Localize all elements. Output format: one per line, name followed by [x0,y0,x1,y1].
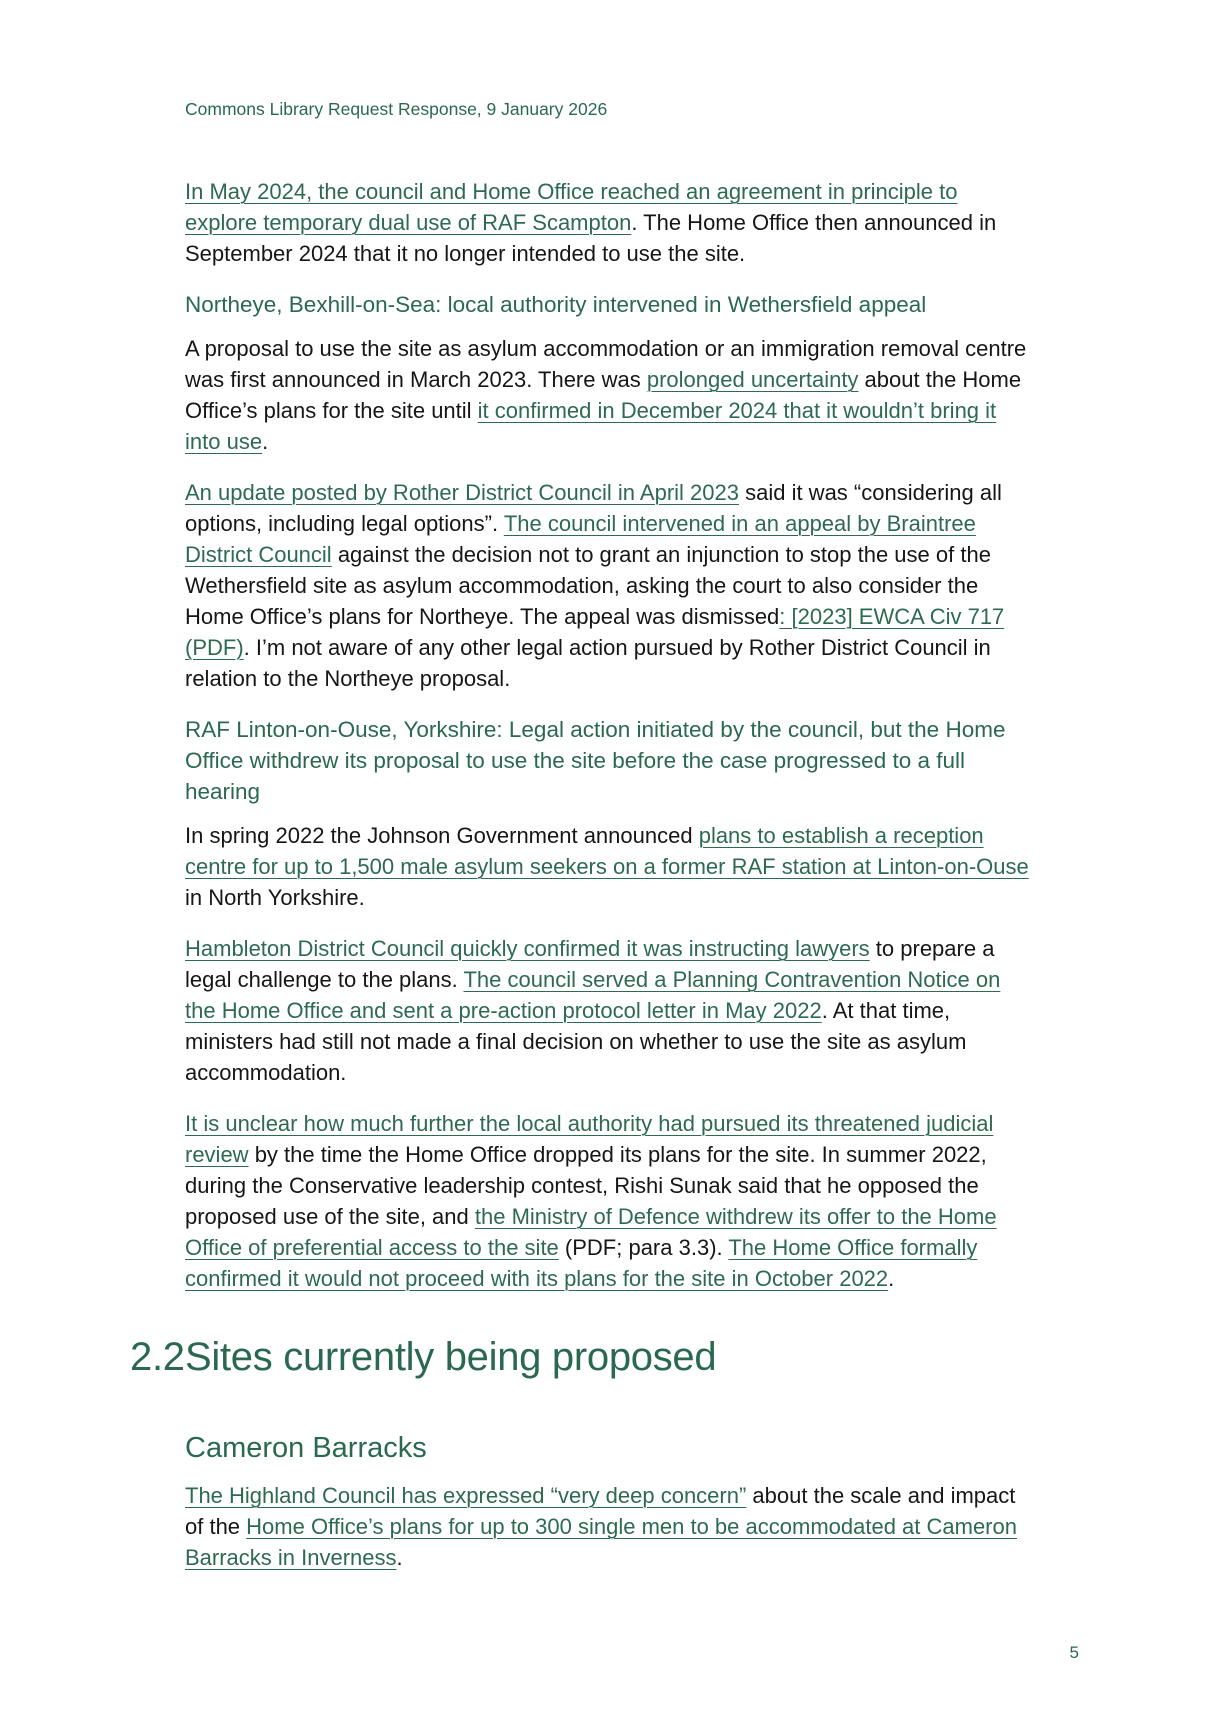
text-run: about the Home Office’s plans for the site until [185,367,1022,423]
text-link[interactable]: In May 2024, the council and Home Office reached an agreement in principle to explore temporary dual use of RAF Scampton [185,179,958,235]
text-link[interactable]: plans to establish a reception centre for up to 1,500 male asylum seekers on a former RAF station at Linton-on-Ouse [185,823,1029,879]
text-run: . At that time, ministers had still not made a final decision on whether to use the site as asylum accommodation. [185,998,967,1085]
text-run: against the decision not to grant an injunction to stop the use of the Wethersfield site as asylum accommodation, asking the court to also consider the Home Office’s plans for Northeye. The appeal was dismissed [185,542,991,629]
paragraph-northeye-legal [185,477,1033,694]
text-link[interactable]: Home Office’s plans for up to 300 single men to be accommodated at Cameron Barracks in Inverness [185,1514,1017,1570]
text-run: to prepare a legal challenge to the plans. [185,936,995,992]
text-run: . The Home Office then announced in September 2024 that it no longer intended to use the site. [185,210,997,266]
paragraph-raf-scampton [185,176,1033,269]
text-run: by the time the Home Office dropped its plans for the site. In summer 2022, during the Conservative leadership contest, Rishi Sunak said that he opposed the proposed use of the site, and [185,1142,987,1229]
section-heading-sites-proposed [130,1330,1033,1384]
text-link[interactable]: : [2023] EWCA Civ 717 (PDF) [185,604,1005,660]
document-header: Commons Library Request Response, 9 January 2026 [185,99,608,119]
text-run: A proposal to use the site as asylum accommodation or an immigration removal centre was first announced in March 2023. There was [185,336,1027,392]
subsection-heading-raf-linton: RAF Linton-on-Ouse, Yorkshire: Legal action initiated by the council, but the Home Office withdrew its proposal to use the site before the case progressed to a full hearing [185,717,1006,804]
text-run: about the scale and impact of the [185,1483,1016,1539]
paragraph-cameron-barracks [185,1480,1033,1573]
text-link[interactable]: The council served a Planning Contravention Notice on the Home Office and sent a pre-action protocol letter in May 2022 [185,967,1001,1023]
page-number: 5 [1069,1643,1079,1662]
page-content [130,0,1033,1593]
text-link[interactable]: the Ministry of Defence withdrew its offer to the Home Office of preferential access to the site [185,1204,997,1260]
subsection-heading-cameron-barracks: Cameron Barracks [185,1432,427,1464]
text-run: in North Yorkshire. [185,885,365,910]
text-run: said it was “considering all options, including legal options”. [185,480,1002,536]
paragraph-northeye-proposal [185,333,1033,457]
text-link[interactable]: Hambleton District Council quickly confirmed it was instructing lawyers [185,936,870,961]
text-link[interactable]: The council intervened in an appeal by Braintree District Council [185,511,976,567]
paragraph-linton-plans [185,820,1033,913]
text-run: . [396,1545,403,1570]
text-link[interactable]: An update posted by Rother District Council in April 2023 [185,480,739,505]
text-run: . I’m not aware of any other legal action pursued by Rother District Council in relation to the Northeye proposal. [185,635,991,691]
text-run: In spring 2022 the Johnson Government announced [185,823,699,848]
text-link[interactable]: prolonged uncertainty [646,367,859,392]
paragraph-hambleton-challenge [185,933,1033,1088]
text-link[interactable]: The Highland Council has expressed “very deep concern” [185,1483,747,1508]
text-run: . [888,1266,895,1291]
text-link[interactable]: It is unclear how much further the local authority had pursued its threatened judicial review [185,1111,994,1167]
text-run: . [262,429,269,454]
section-number: 2.2 [130,1335,185,1379]
text-link[interactable]: The Home Office formally confirmed it would not proceed with its plans for the site in October 2022 [185,1235,978,1291]
section-title: Sites currently being proposed [185,1335,717,1379]
subsection-heading-northeye: Northeye, Bexhill-on-Sea: local authority intervened in Wethersfield appeal [185,292,927,317]
text-run: (PDF; para 3.3). [558,1235,729,1260]
paragraph-linton-withdrawal [185,1108,1033,1294]
text-link[interactable]: it confirmed in December 2024 that it wouldn’t bring it into use [185,398,997,454]
